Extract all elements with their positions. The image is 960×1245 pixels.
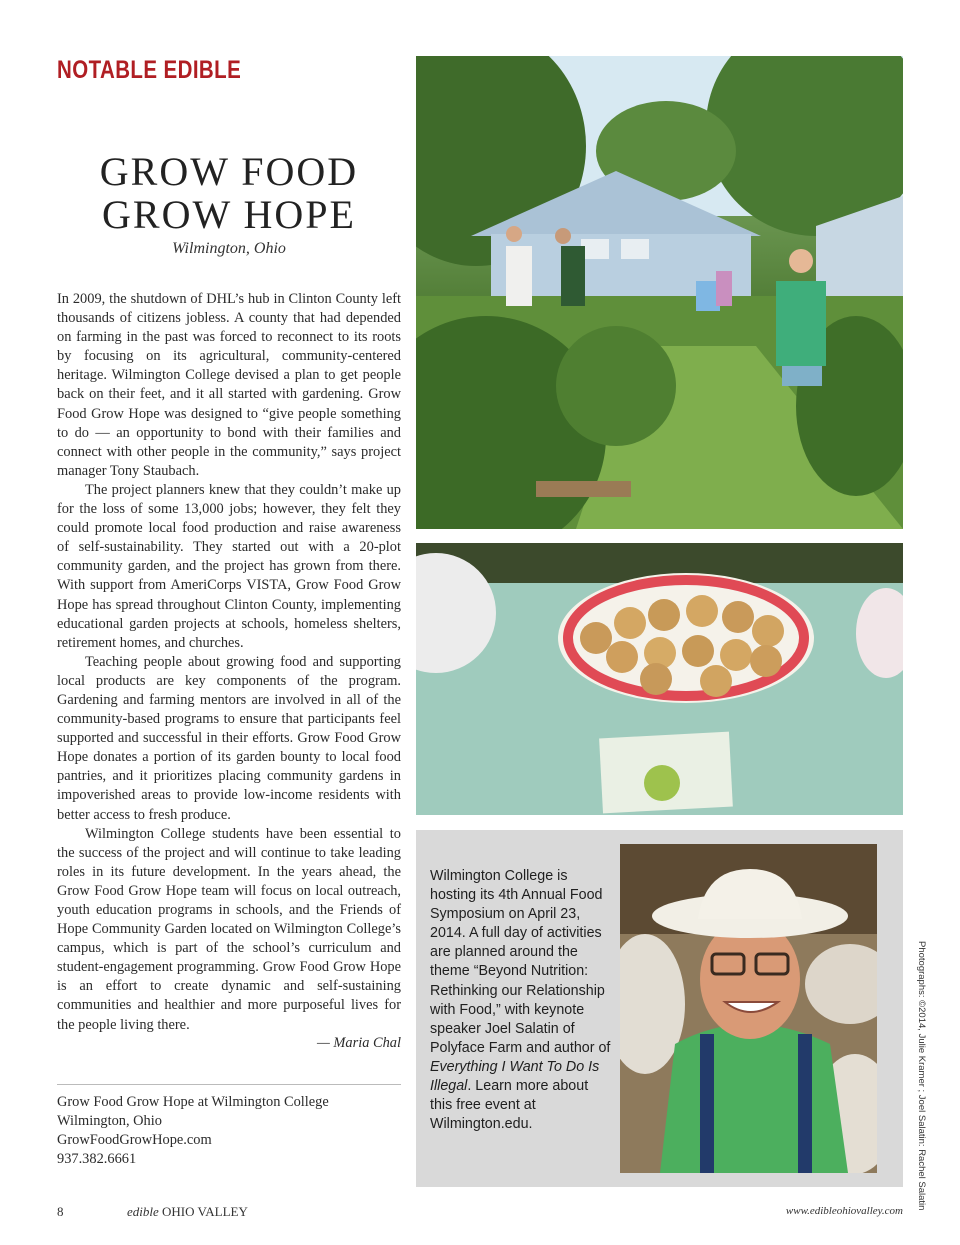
event-text-intro: Wilmington College is hosting its 4th Annual Food Symposium on April 23, 2014. A full day of activities are planned around the theme “Beyond Nutrition: Rethinking our Relationship with Food,” with keynote speaker Joel Salatin of Polyface Farm and author of (430, 868, 611, 1056)
contact-info (57, 1093, 329, 1169)
magazine-name-italic: edible (127, 1204, 159, 1219)
page-number: 8 (57, 1204, 64, 1219)
paragraph: Wilmington College students have been essential to the success of the project and will continue to take leading roles in its future development. In the years ahead, the Grow Food Grow Hope team will focus on local outreach, youth education programs in schools, and the Friends of Hope Community Garden located on Wilmington College’s campus, which is part of the school’s curriculum and student-engagement programming. Grow Food Grow Hope is an effort to create dynamic and self-sustaining communities and healthier and more purposeful lives for the people living there. (57, 825, 401, 1033)
contact-phone: 937.382.6661 (57, 1151, 137, 1168)
title-line-1: GROW FOOD (99, 149, 359, 194)
fried-green-tomatoes-photo (416, 543, 903, 815)
contact-website[interactable]: GrowFoodGrowHope.com (57, 1132, 212, 1149)
byline: — Maria Chal (317, 1035, 401, 1051)
footer-left (57, 1204, 248, 1220)
food-illustration (416, 543, 903, 815)
magazine-name: OHIO VALLEY (162, 1204, 248, 1219)
title-line-2: GROW HOPE (102, 192, 356, 237)
article-body (57, 290, 401, 1035)
paragraph: Teaching people about growing food and supporting local products are key components of the program. Gardening and farming mentors are involved in all of the community-based programs to ensure that participants feel supported and successful in their efforts. Grow Food Grow Hope donates a portion of its garden bounty to local food pantries, and it prioritizes placing community gardens in impoverished areas to provide low-income residents with better access to fresh produce. (57, 653, 401, 823)
divider (57, 1084, 401, 1085)
footer-url[interactable]: www.edibleohiovalley.com (785, 1205, 903, 1217)
paragraph: The project planners knew that they couldn’t make up for the loss of some 13,000 jobs; however, they felt they could promote local food production and raise awareness of self-sustainability. They started out with a 20-plot community garden, and the project has grown from there. With support from AmeriCorps VISTA, Grow Food Grow Hope has spread throughout Clinton County, implementing educational garden projects at schools, homeless shelters, retirement homes, and churches. (57, 481, 401, 651)
paragraph: In 2009, the shutdown of DHL’s hub in Clinton County left thousands of citizens jobless. A county that had depended on farming in the past was forced to reconnect to its roots by focusing on its agricultural, community-centered heritage. Wilmington College devised a plan to get people back on their feet, and it all started with gardening. Grow Food Grow Hope was designed to “give people something to do — an opportunity to bond with their families and connect with other people in the community,” says project manager Tony Staubach. (57, 291, 401, 479)
event-description (430, 867, 612, 1134)
garden-illustration (416, 56, 903, 529)
book-title: Everything I Want To Do Is Illegal (430, 1058, 600, 1095)
photo-credit: Photographs: ©2014, Julie Kramer ; Joel Salatin: Rachel Salatin (916, 941, 927, 1211)
contact-name: Grow Food Grow Hope at Wilmington College (57, 1094, 329, 1110)
section-label: NOTABLE EDIBLE (57, 56, 242, 84)
joel-salatin-portrait (620, 844, 877, 1173)
article-title (57, 150, 401, 236)
event-text-outro: . Learn more about this free event at Wilmington.edu. (430, 1078, 589, 1133)
garden-photo (416, 56, 903, 529)
contact-city: Wilmington, Ohio (57, 1113, 162, 1130)
portrait-illustration (620, 844, 877, 1173)
article-location: Wilmington, Ohio (172, 240, 286, 257)
